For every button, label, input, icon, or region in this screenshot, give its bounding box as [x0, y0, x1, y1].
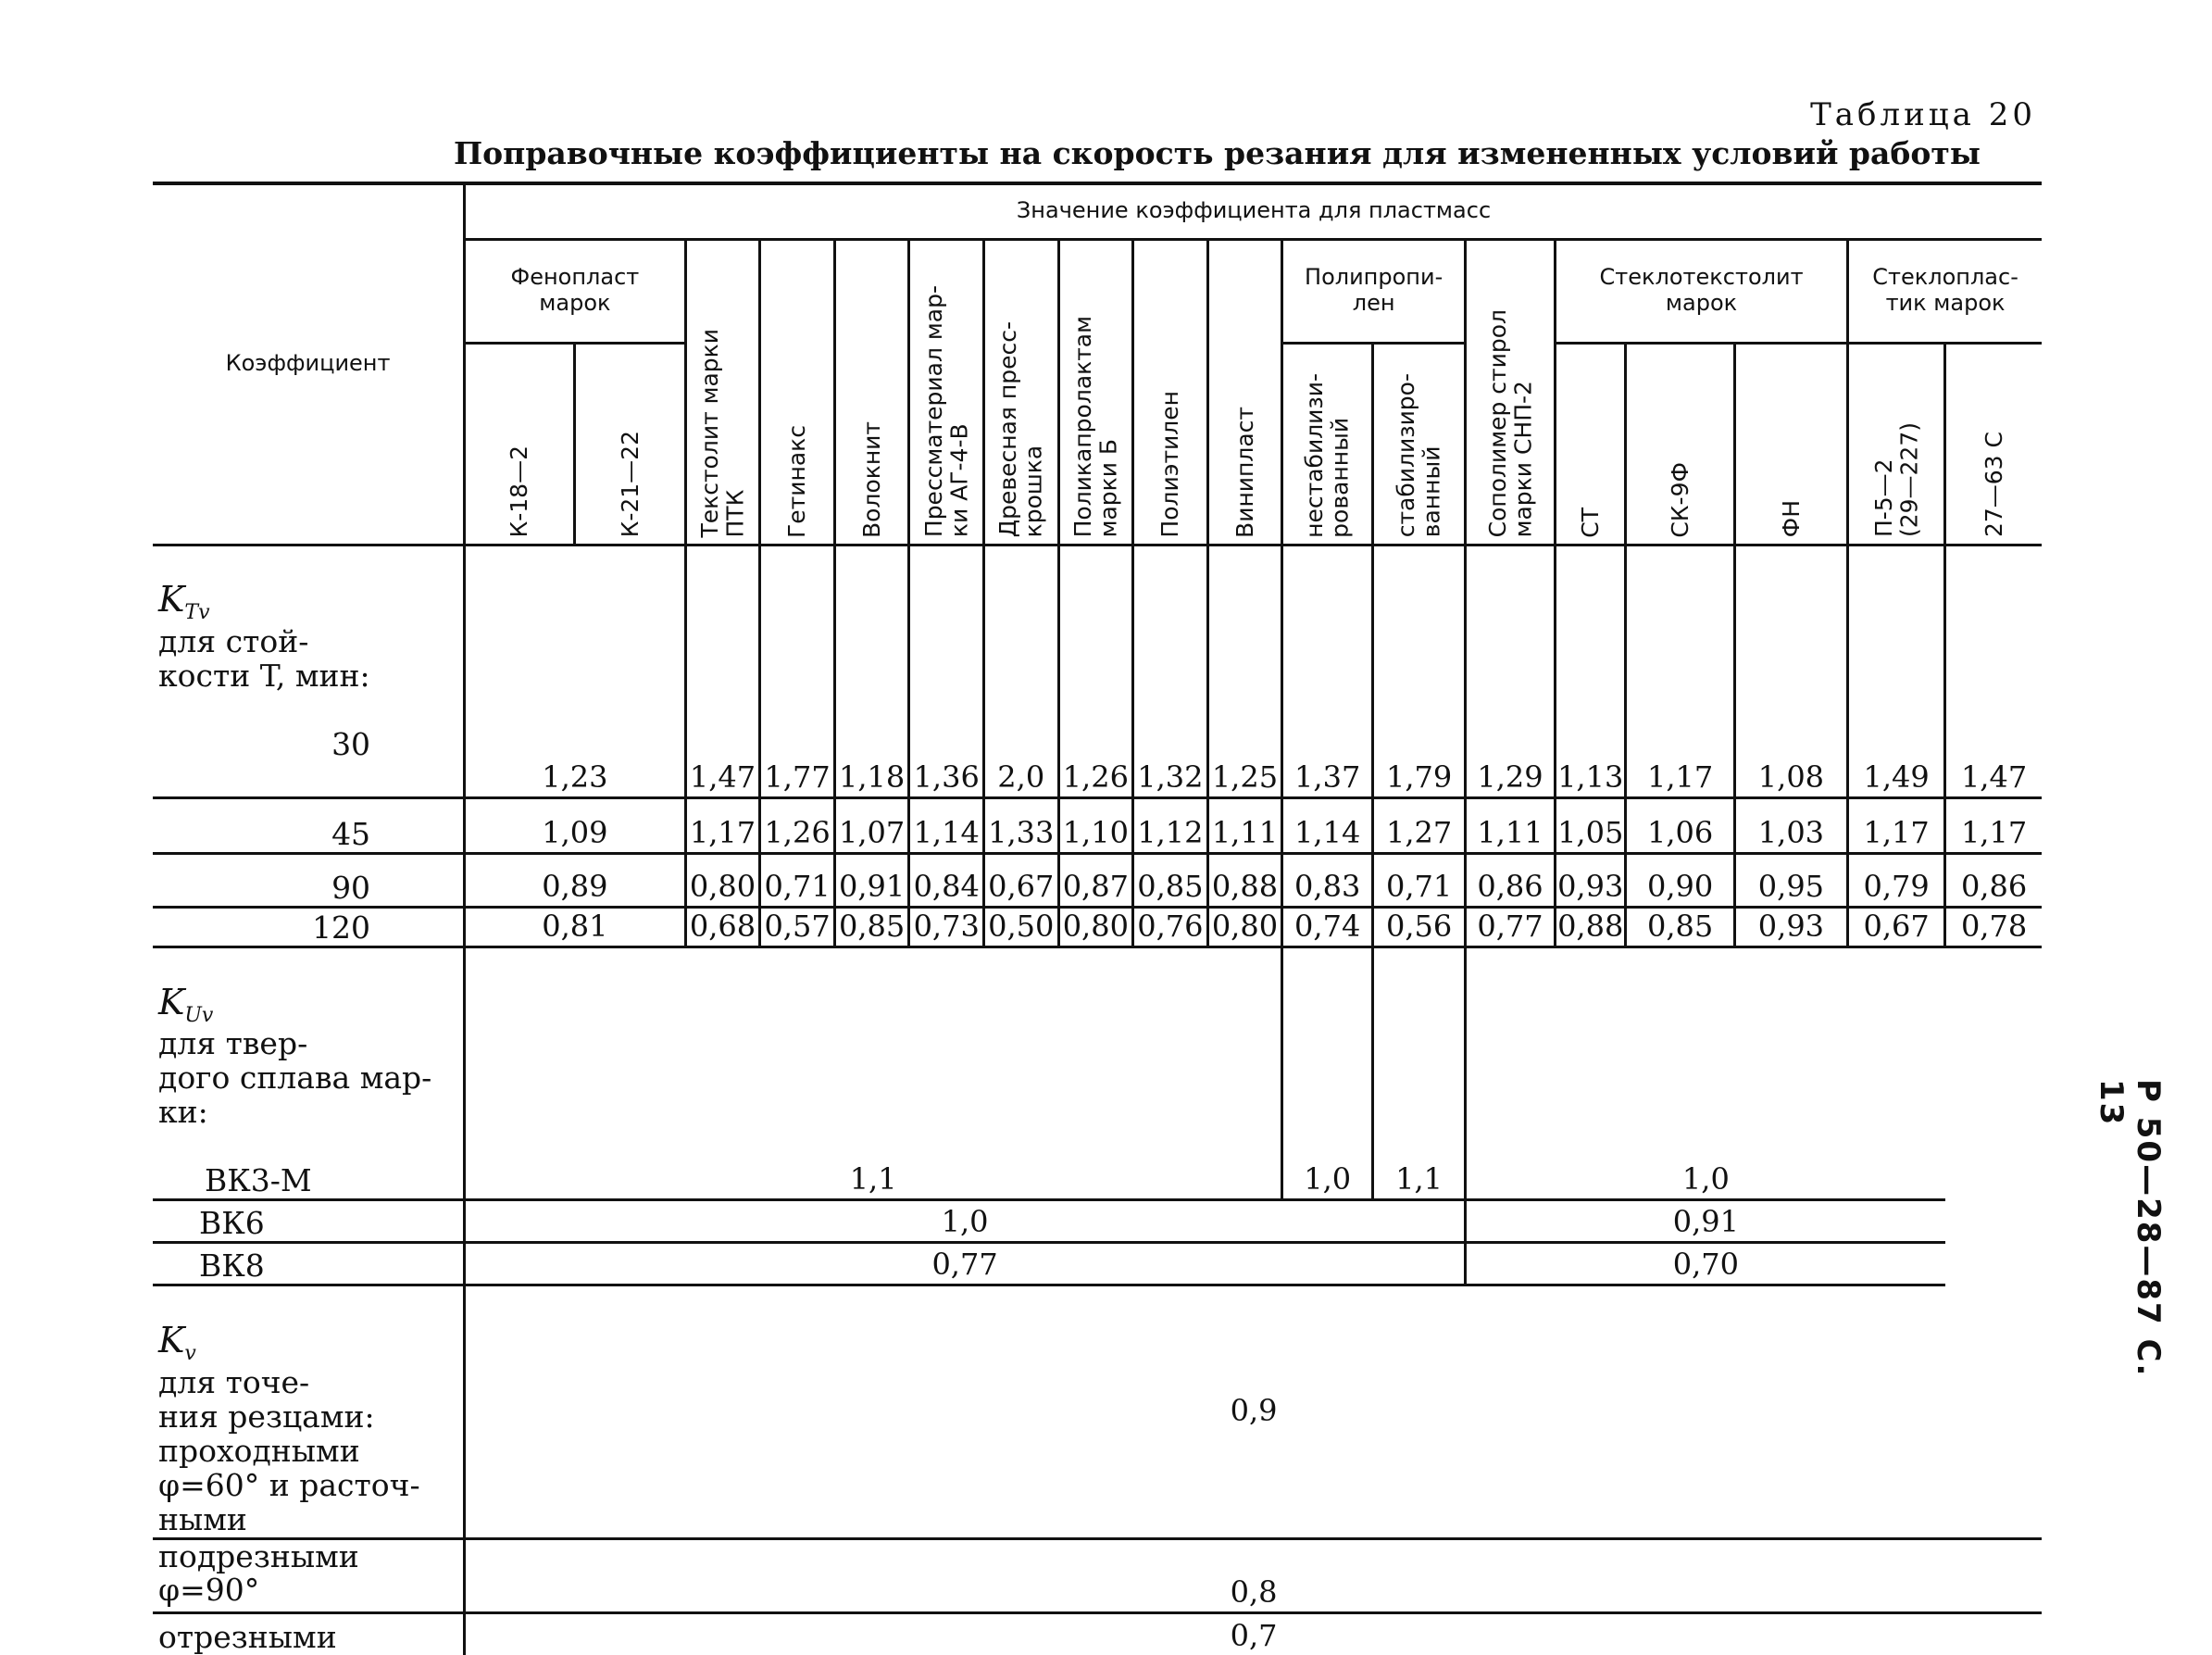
kt-120-polietilen: 0,76 [1133, 907, 1208, 947]
table-label: Таблица 20 [1810, 96, 2036, 133]
polikaprolaktam-header: Поликапролактам марки Б [1058, 239, 1133, 545]
kt-30-p52: 1,49 [1848, 545, 1945, 797]
kt-45-st: 1,05 [1555, 797, 1625, 853]
ku-vk3m-sopolimer: 1,1 [1373, 947, 1466, 1199]
kt-30-st: 1,13 [1555, 545, 1625, 797]
kt-45-fenoplast: 1,09 [465, 797, 686, 853]
kt-90-polikaprolaktam: 0,87 [1058, 853, 1133, 907]
kt-45-drevesnaya: 1,33 [983, 797, 1058, 853]
kt-90-getinaks: 0,71 [760, 853, 835, 907]
kv-cutoff-value: 0,7 [465, 1612, 2042, 1655]
kt-90-sopolimer: 0,86 [1466, 853, 1556, 907]
kt-120-st: 0,88 [1555, 907, 1625, 947]
standard-code: Р 50—28—87 С. 13 [2093, 1079, 2167, 1378]
grade-vk3m: ВК3-М [205, 1162, 312, 1199]
kt-90-stab: 0,71 [1373, 853, 1466, 907]
kt-120-nestab: 0,74 [1282, 907, 1373, 947]
kv-turning-value: 0,9 [465, 1285, 2042, 1538]
p52-header: П-5—2 (29—227) [1848, 343, 1945, 545]
grade-vk6: ВК6 [153, 1200, 465, 1243]
kt-45-polikaprolaktam: 1,10 [1058, 797, 1133, 853]
kt-90-s2763: 0,86 [1945, 853, 2042, 907]
kt-30-drevesnaya: 2,0 [983, 545, 1058, 797]
kt-30-s2763: 1,47 [1945, 545, 2042, 797]
kt-45-fn: 1,03 [1734, 797, 1847, 853]
kt-120-viniplast: 0,80 [1207, 907, 1282, 947]
kv-cutoff-label: отрезными [158, 1619, 337, 1655]
kt-90-textolit: 0,80 [685, 853, 760, 907]
fn-header: ФН [1734, 343, 1847, 545]
kt-description: для стой- кости T, мин: [158, 623, 370, 695]
kt-30-fn: 1,08 [1734, 545, 1847, 797]
kt-row-label: $K_{Tv}$ для стой- кости T, мин: 30 [153, 545, 465, 797]
fenoplast-header: Фенопласт марок [465, 239, 686, 343]
kt-45-sopolimer: 1,11 [1466, 797, 1556, 853]
kt-30-getinaks: 1,77 [760, 545, 835, 797]
kt-30-stab: 1,79 [1373, 545, 1466, 797]
kt-45-viniplast: 1,11 [1207, 797, 1282, 853]
pressmaterial-header: Прессматериал мар- ки АГ-4-В [909, 239, 984, 545]
kt-120-getinaks: 0,57 [760, 907, 835, 947]
kt-120-sopolimer: 0,77 [1466, 907, 1556, 947]
kt-45-stab: 1,27 [1373, 797, 1466, 853]
ku-vk6-glass: 0,91 [1466, 1200, 1945, 1243]
kt-120-polikaprolaktam: 0,80 [1058, 907, 1133, 947]
ku-vk3m-stab: 1,0 [1282, 947, 1373, 1199]
viniplast-header: Винипласт [1207, 239, 1282, 545]
kt-45-sk9f: 1,06 [1626, 797, 1734, 853]
kt-45-textolit: 1,17 [685, 797, 760, 853]
polietilen-header: Полиэтилен [1133, 239, 1208, 545]
grade-vk8: ВК8 [153, 1243, 465, 1285]
kt-90-p52: 0,79 [1848, 853, 1945, 907]
kv-description: для точе- ния резцами: проходными φ=60° и расточ- ными [158, 1363, 420, 1537]
kt-90-sk9f: 0,90 [1626, 853, 1734, 907]
kt-45-voloknit: 1,07 [834, 797, 909, 853]
kt-90-polietilen: 0,85 [1133, 853, 1208, 907]
st-header: СТ [1555, 343, 1625, 545]
kt-120-s2763: 0,78 [1945, 907, 2042, 947]
kt-30-viniplast: 1,25 [1207, 545, 1282, 797]
ku-vk8-main: 0,77 [465, 1243, 1466, 1285]
ku-vk3m-main: 1,1 [465, 947, 1282, 1199]
sopolimer-header: Сополимер стирол марки СНП-2 [1466, 239, 1556, 545]
kt-120-fenoplast: 0,81 [465, 907, 686, 947]
kt-90-voloknit: 0,91 [834, 853, 909, 907]
ku-vk3m-glass: 1,0 [1466, 947, 1945, 1199]
voloknit-header: Волокнит [834, 239, 909, 545]
ku-description: для твер- дого сплава мар- ки: [158, 1025, 432, 1131]
ku-vk6-main: 1,0 [465, 1200, 1466, 1243]
kt-90-nestab: 0,83 [1282, 853, 1373, 907]
kt-120-textolit: 0,68 [685, 907, 760, 947]
s2763-header: 27—63 С [1945, 343, 2042, 545]
kt-30-sopolimer: 1,29 [1466, 545, 1556, 797]
coefficient-header: Коэффициент [153, 183, 465, 545]
sk9f-header: СК-9Ф [1626, 343, 1734, 545]
kt-120-stab: 0,56 [1373, 907, 1466, 947]
drevesnaya-header: Древесная пресс- крошка [983, 239, 1058, 545]
kt-period-30: 30 [331, 725, 371, 762]
kt-45-pressmaterial: 1,14 [909, 797, 984, 853]
kt-90-st: 0,93 [1555, 853, 1625, 907]
coefficient-table [153, 182, 2042, 1655]
kt-period-120: 120 [153, 907, 465, 947]
kt-45-p52: 1,17 [1848, 797, 1945, 853]
kt-90-fenoplast: 0,89 [465, 853, 686, 907]
kt-30-voloknit: 1,18 [834, 545, 909, 797]
kv-row-label: $K_v$ для точе- ния резцами: проходными φ=60° и расточ- ными [153, 1285, 465, 1538]
kt-45-getinaks: 1,26 [760, 797, 835, 853]
kt-90-drevesnaya: 0,67 [983, 853, 1058, 907]
kt-90-viniplast: 0,88 [1207, 853, 1282, 907]
kt-120-p52: 0,67 [1848, 907, 1945, 947]
kt-30-sk9f: 1,17 [1626, 545, 1734, 797]
kt-45-s2763: 1,17 [1945, 797, 2042, 853]
kt-120-drevesnaya: 0,50 [983, 907, 1058, 947]
kt-period-90: 90 [153, 853, 465, 907]
k18-header: К-18—2 [465, 343, 575, 545]
kt-45-nestab: 1,14 [1282, 797, 1373, 853]
plastics-group-header: Значение коэффициента для пластмасс [465, 183, 2042, 239]
kt-45-polietilen: 1,12 [1133, 797, 1208, 853]
stab-header: стабилизиро- ванный [1373, 343, 1466, 545]
kt-120-pressmaterial: 0,73 [909, 907, 984, 947]
kv-facing-value: 0,8 [465, 1538, 2042, 1612]
nestab-header: нестабилизи- рованный [1282, 343, 1373, 545]
kt-120-sk9f: 0,85 [1626, 907, 1734, 947]
ku-row-label: $K_{Uv}$ для твер- дого сплава мар- ки: ВК3-М [153, 947, 465, 1199]
kt-30-fenoplast: 1,23 [465, 545, 686, 797]
steklotekstolit-header: Стеклотекстолит марок [1555, 239, 1847, 343]
polipropilen-header: Полипропи- лен [1282, 239, 1466, 343]
kt-120-fn: 0,93 [1734, 907, 1847, 947]
kt-period-45: 45 [153, 797, 465, 853]
getinaks-header: Гетинакс [760, 239, 835, 545]
textolit-header: Текстолит марки ПТК [685, 239, 760, 545]
k21-header: К-21—22 [575, 343, 685, 545]
kt-30-polietilen: 1,32 [1133, 545, 1208, 797]
kt-90-pressmaterial: 0,84 [909, 853, 984, 907]
kv-facing-label: подрезными φ=90° [153, 1538, 465, 1612]
kt-30-nestab: 1,37 [1282, 545, 1373, 797]
kt-90-fn: 0,95 [1734, 853, 1847, 907]
kt-30-polikaprolaktam: 1,26 [1058, 545, 1133, 797]
page-title: Поправочные коэффициенты на скорость резания для измененных условий работы [454, 135, 1981, 171]
ku-vk8-glass: 0,70 [1466, 1243, 1945, 1285]
stekloplastik-header: Стеклоплас- тик марок [1848, 239, 2042, 343]
kt-30-pressmaterial: 1,36 [909, 545, 984, 797]
kt-120-voloknit: 0,85 [834, 907, 909, 947]
kt-30-textolit: 1,47 [685, 545, 760, 797]
